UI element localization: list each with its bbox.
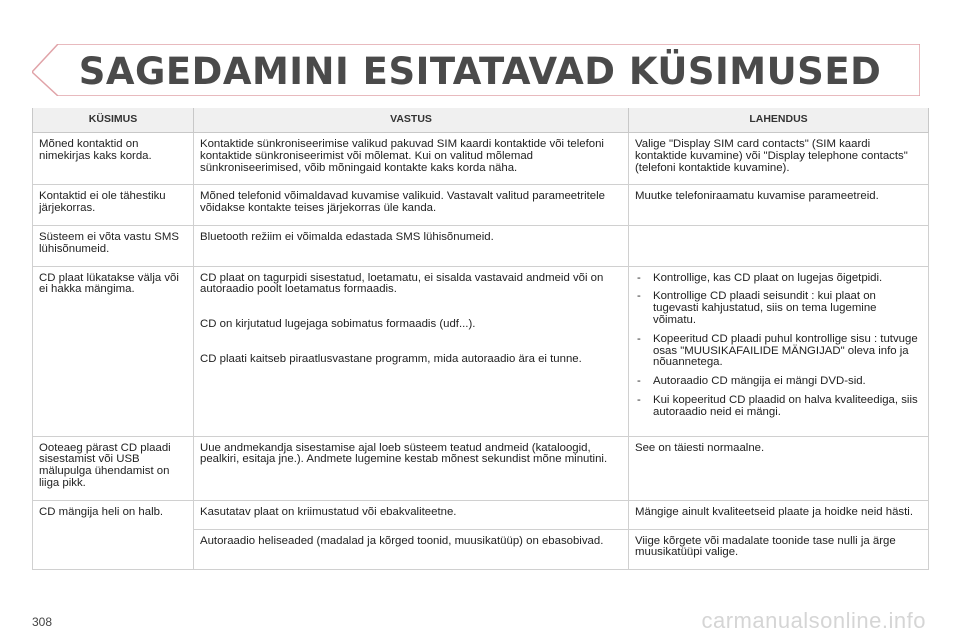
header-answer: VASTUS bbox=[194, 108, 629, 133]
answer-cell: Kasutatav plaat on kriimustatud või ebakvaliteetne. bbox=[194, 500, 629, 529]
table-header-row bbox=[33, 108, 929, 133]
table-row bbox=[33, 133, 929, 185]
solution-list bbox=[635, 273, 922, 419]
table-row bbox=[33, 436, 929, 500]
page-title: SAGEDAMINI ESITATAVAD KÜSIMUSED bbox=[78, 50, 882, 93]
solution-cell: Mängige ainult kvaliteetseid plaate ja hoidke neid hästi. bbox=[629, 500, 929, 529]
answer-cell: Uue andmekandja sisestamise ajal loeb süsteem teatud andmeid (kataloogid, pealkiri, esitaja jne.). Andmete lugemine kestab mõnest sekundist mõne minutini. bbox=[194, 436, 629, 500]
table-row bbox=[33, 225, 929, 266]
table-row bbox=[33, 500, 929, 529]
answer-text: CD on kirjutatud lugejaga sobimatus formaadis (udf...). bbox=[200, 318, 476, 331]
spacer bbox=[200, 296, 622, 319]
solution-cell bbox=[629, 225, 929, 266]
solution-cell: See on täiesti normaalne. bbox=[629, 436, 929, 500]
solution-cell: Muutke telefoniraamatu kuvamise parameetreid. bbox=[629, 185, 929, 226]
table-row bbox=[33, 185, 929, 226]
question-cell: Mõned kontaktid on nimekirjas kaks korda. bbox=[33, 133, 194, 185]
question-cell: Ooteaeg pärast CD plaadi sisestamist või USB mälupulga ühendamist on liiga pikk. bbox=[33, 436, 194, 500]
answer-cell: Bluetooth režiim ei võimalda edastada SMS lühisõnumeid. bbox=[194, 225, 629, 266]
answer-cell: Kontaktide sünkroniseerimise valikud pakuvad SIM kaardi kontaktide või telefoni kontaktide sünkroniseerimist või mõlemat. Kui on valitud mõlemad sünkroniseerimised, võib mõningaid kontakte kaks korda näha. bbox=[194, 133, 629, 185]
answer-cell bbox=[194, 266, 629, 436]
question-cell: Süsteem ei võta vastu SMS lühisõnumeid. bbox=[33, 225, 194, 266]
answer-text: CD plaat on tagurpidi sisestatud, loetamatu, ei sisalda vastavaid andmeid või on autoraadio poolt loetamatus formaadis. bbox=[200, 271, 604, 296]
solution-cell: Viige kõrgete või madalate toonide tase nulli ja ärge muusikatüüpi valige. bbox=[629, 529, 929, 570]
question-cell: CD plaat lükatakse välja või ei hakka mängima. bbox=[33, 266, 194, 436]
question-cell: Kontaktid ei ole tähestiku järjekorras. bbox=[33, 185, 194, 226]
solution-item: - Kui kopeeritud CD plaadid on halva kvaliteediga, siis autoraadio neid ei mängi. bbox=[635, 395, 922, 419]
solution-item: - Kopeeritud CD plaadi puhul kontrollige sisu : tutvuge osas "MUUSIKAFAILIDE MÄNGIJAD" oleva info ja nõuannetega. bbox=[635, 334, 922, 369]
faq-table bbox=[32, 108, 929, 570]
watermark: carmanualsonline.info bbox=[701, 608, 926, 633]
header-solution: LAHENDUS bbox=[629, 108, 929, 133]
question-cell: CD mängija heli on halb. bbox=[33, 500, 194, 569]
answer-text: CD plaati kaitseb piraatlusvastane programm, mida autoraadio ära ei tunne. bbox=[200, 352, 582, 365]
solution-cell bbox=[629, 266, 929, 436]
header-question: KÜSIMUS bbox=[33, 108, 194, 133]
answer-cell: Mõned telefonid võimaldavad kuvamise valikuid. Vastavalt valitud parameetritele võidakse kontakte teises järjekorras üle kanda. bbox=[194, 185, 629, 226]
page-number: 308 bbox=[32, 615, 53, 629]
answer-cell: Autoraadio heliseaded (madalad ja kõrged toonid, muusikatüüp) on ebasobivad. bbox=[194, 529, 629, 570]
spacer bbox=[200, 331, 622, 354]
solution-cell: Valige "Display SIM card contacts" (SIM kaardi kontaktide kuvamine) või "Display telephone contacts" (telefoni kontaktide kuvamine). bbox=[629, 133, 929, 185]
table-row bbox=[33, 266, 929, 436]
solution-item: - Autoraadio CD mängija ei mängi DVD-sid. bbox=[635, 376, 922, 388]
solution-item: - Kontrollige CD plaadi seisundit : kui plaat on tugevasti kahjustatud, siis on tema lugemine võimatu. bbox=[635, 291, 922, 326]
solution-item: - Kontrollige, kas CD plaat on lugejas õigetpidi. bbox=[635, 273, 922, 285]
